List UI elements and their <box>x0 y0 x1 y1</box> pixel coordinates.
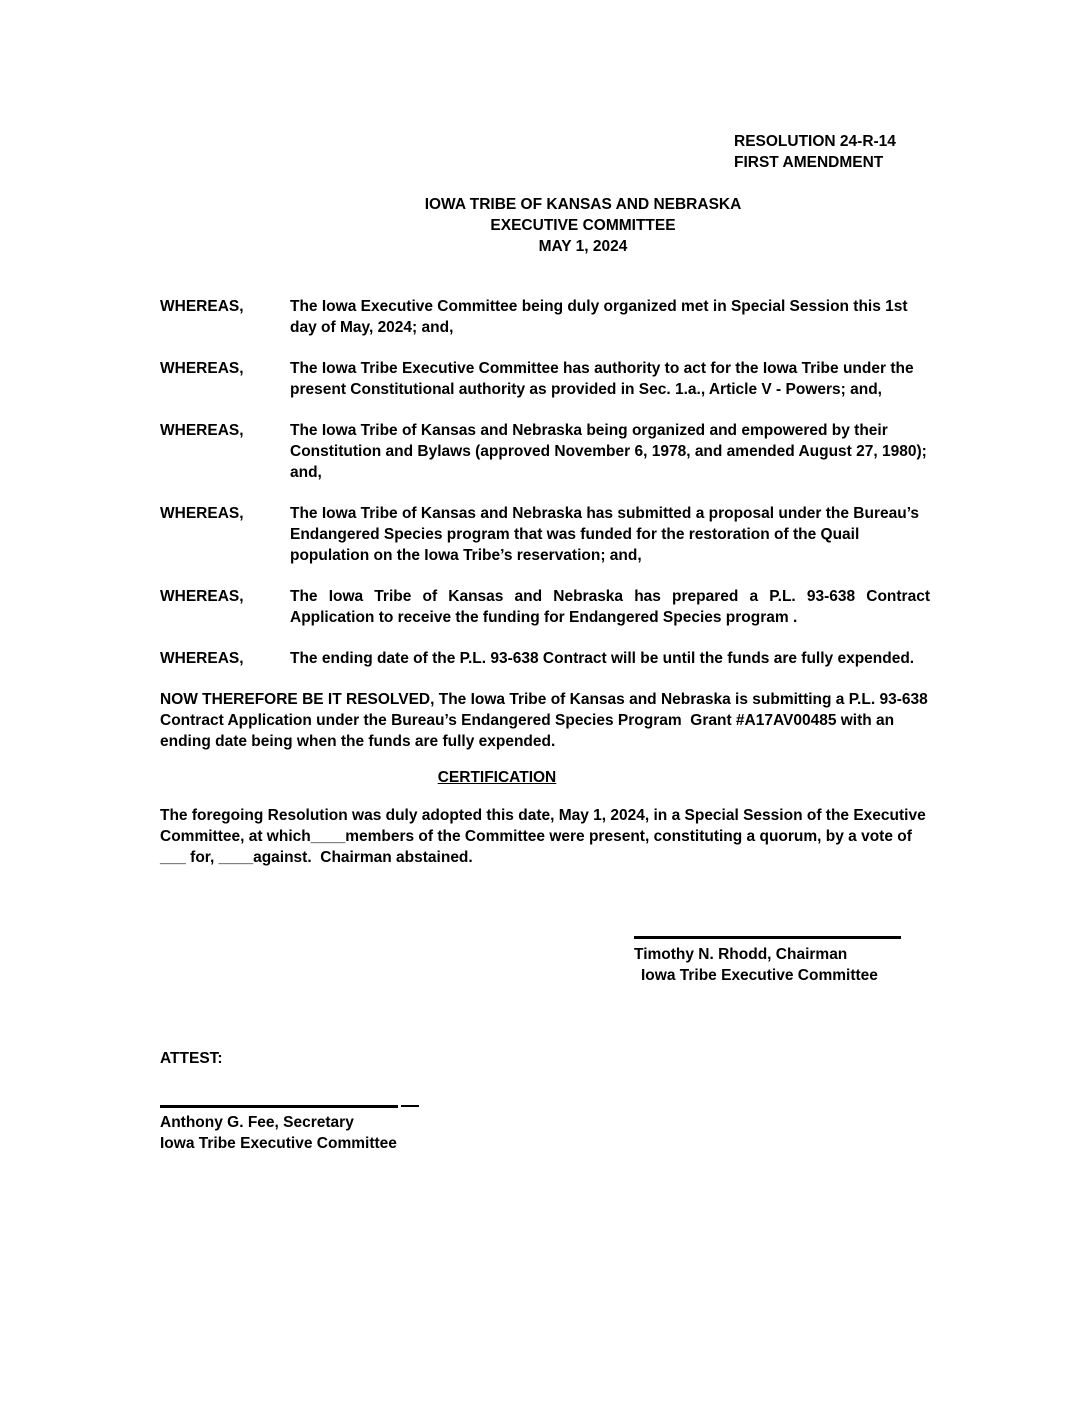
chairman-org: Iowa Tribe Executive Committee <box>641 967 878 984</box>
whereas-clause-6 <box>160 648 930 669</box>
chairman-signature-line <box>634 936 901 939</box>
title-tribe-name: IOWA TRIBE OF KANSAS AND NEBRASKA <box>424 196 742 213</box>
chairman-signature-block <box>634 936 930 986</box>
whereas-label: WHEREAS, <box>160 588 244 605</box>
attest-signature-line-tail <box>401 1105 419 1107</box>
whereas-text: The Iowa Executive Committee being duly organized met in Special Session this 1st day of May, 2024; and, <box>290 298 912 336</box>
whereas-clause-3 <box>160 420 930 483</box>
attest-label: ATTEST: <box>160 1050 223 1067</box>
whereas-label: WHEREAS, <box>160 650 244 667</box>
whereas-clauses <box>160 296 934 669</box>
attest-signature-line <box>160 1105 930 1108</box>
whereas-clause-4 <box>160 503 930 566</box>
whereas-text: The Iowa Tribe of Kansas and Nebraska being organized and empowered by their Constitution and Bylaws (approved November 6, 1978, and amended August 27, 1980); and, <box>290 422 932 481</box>
whereas-clause-5 <box>160 586 934 628</box>
attest-signature-line-main <box>160 1105 398 1108</box>
whereas-label: WHEREAS, <box>160 505 244 522</box>
whereas-label: WHEREAS, <box>160 422 244 439</box>
whereas-text: The Iowa Tribe of Kansas and Nebraska has prepared a P.L. 93-638 Contract Application to receive the funding for Endangered Species program . <box>290 588 934 626</box>
secretary-org: Iowa Tribe Executive Committee <box>160 1135 397 1152</box>
secretary-name: Anthony G. Fee, Secretary <box>160 1114 354 1131</box>
whereas-clause-2 <box>160 358 930 400</box>
resolution-header <box>734 131 930 173</box>
document-title-block <box>236 194 930 257</box>
title-date: MAY 1, 2024 <box>538 238 628 255</box>
resolved-paragraph: NOW THEREFORE BE IT RESOLVED, The Iowa Tribe of Kansas and Nebraska is submitting a P.L. 93-638 Contract Application under the Bureau’s Endangered Species Program Grant #A17AV00485 with an ending date being when the funds are fully expended. <box>160 691 933 750</box>
whereas-text: The Iowa Tribe of Kansas and Nebraska has submitted a proposal under the Bureau’s Endangered Species program that was funded for the restoration of the Quail population on the Iowa Tribe’s reservation; and, <box>290 505 924 564</box>
resolution-number: RESOLUTION 24-R-14 <box>734 133 896 150</box>
certification-heading: CERTIFICATION <box>437 769 557 786</box>
whereas-label: WHEREAS, <box>160 298 244 315</box>
whereas-text: The ending date of the P.L. 93-638 Contract will be until the funds are fully expended. <box>290 650 915 667</box>
chairman-name: Timothy N. Rhodd, Chairman <box>634 946 848 963</box>
certification-paragraph: The foregoing Resolution was duly adopted this date, May 1, 2024, in a Special Session of the Executive Committee, at which____members of the Committee were present, constituting a quorum, by a vote of ___ for, ____against. Chairman abstained. <box>160 807 931 866</box>
amendment-label: FIRST AMENDMENT <box>734 154 884 171</box>
title-committee-name: EXECUTIVE COMMITTEE <box>490 217 676 234</box>
whereas-label: WHEREAS, <box>160 360 244 377</box>
whereas-text: The Iowa Tribe Executive Committee has authority to act for the Iowa Tribe under the present Constitutional authority as provided in Sec. 1.a., Article V - Powers; and, <box>290 360 918 398</box>
whereas-clause-1 <box>160 296 930 338</box>
